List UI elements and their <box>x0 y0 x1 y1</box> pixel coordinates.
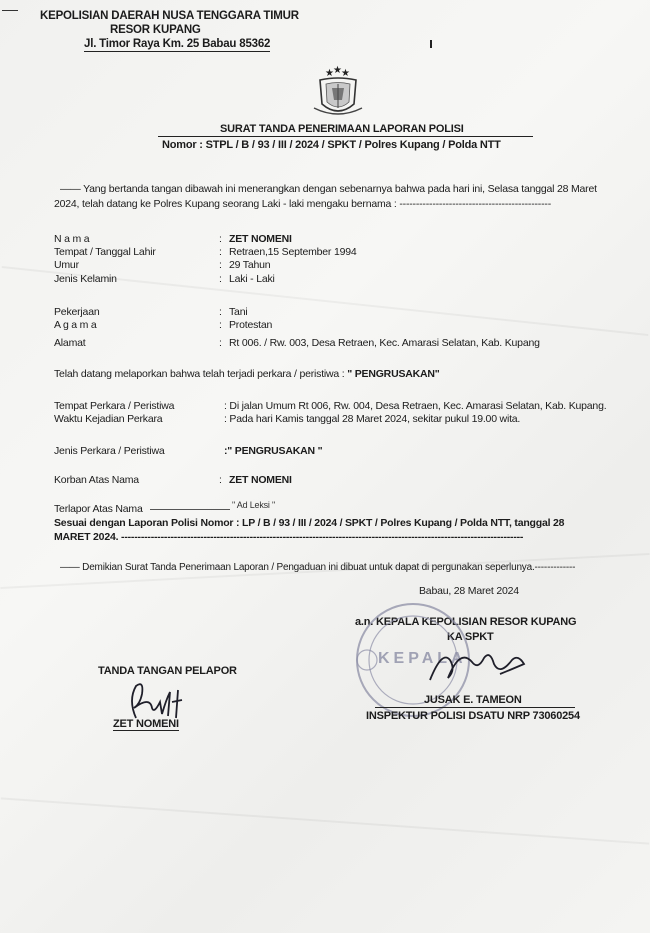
police-emblem-icon <box>308 64 368 122</box>
paper-crease <box>1 797 650 844</box>
label-age: Umur <box>54 259 79 271</box>
label-name: N a m a <box>54 233 90 245</box>
closing-statement: —— Demikian Surat Tanda Penerimaan Laporan / Pengaduan ini dibuat untuk dapat di pergunakan seperlunya.------------- <box>60 562 576 573</box>
corner-mark <box>2 10 18 11</box>
colon: : <box>219 319 222 331</box>
title-rule <box>158 136 533 137</box>
value-suspect: " Ad Leksi " <box>232 500 276 510</box>
value-address: Rt 006. / Rw. 003, Desa Retraen, Kec. Amarasi Selatan, Kab. Kupang <box>229 337 540 349</box>
colon: : <box>219 233 222 245</box>
document-title: SURAT TANDA PENERIMAAN LAPORAN POLISI <box>220 123 464 135</box>
header-line2: RESOR KUPANG <box>110 24 201 36</box>
colon: : <box>219 273 222 285</box>
intro-line2: 2024, telah datang ke Polres Kupang seorang Laki - laki mengaku bernama : ---------------------------------------------- <box>54 198 551 210</box>
colon: : <box>219 246 222 258</box>
suspect-dash <box>150 509 230 510</box>
colon: : <box>219 474 222 486</box>
label-occupation: Pekerjaan <box>54 306 100 318</box>
colon: : <box>219 337 222 349</box>
value-occupation: Tani <box>229 306 248 318</box>
colon: : <box>219 306 222 318</box>
reporter-signature-icon <box>122 680 192 722</box>
pen-mark <box>430 40 432 48</box>
sign-rank: INSPEKTUR POLISI DSATU NRP 73060254 <box>366 710 580 722</box>
svg-text:★: ★ <box>341 68 350 79</box>
value-name: ZET NOMENI <box>229 233 292 245</box>
label-suspect: Terlapor Atas Nama <box>54 503 143 515</box>
header-address: Jl. Timor Raya Km. 25 Babau 85362 <box>84 38 271 50</box>
value-age: 29 Tahun <box>229 259 271 271</box>
svg-text:★: ★ <box>325 68 334 79</box>
colon: : <box>219 259 222 271</box>
sign-rule <box>375 707 575 708</box>
label-time: Waktu Kejadian Perkara <box>54 413 163 425</box>
value-birth: Retraen,15 September 1994 <box>229 246 357 258</box>
intro-line1: —— Yang bertanda tangan dibawah ini menerangkan dengan sebenarnya bahwa pada hari ini, Selasa tanggal 28 Maret <box>60 183 597 195</box>
sign-role: KA SPKT <box>447 631 494 643</box>
value-place: : Di jalan Umum Rt 006, Rw. 004, Desa Retraen, Kec. Amarasi Selatan, Kab. Kupang. <box>224 400 607 412</box>
label-place: Tempat Perkara / Peristiwa <box>54 400 175 412</box>
label-religion: A g a m a <box>54 319 97 331</box>
svg-text:★: ★ <box>333 65 342 76</box>
value-time: : Pada hari Kamis tanggal 28 Maret 2024, sekitar pukul 19.00 wita. <box>224 413 521 425</box>
label-victim: Korban Atas Nama <box>54 474 139 486</box>
report-text: Telah datang melaporkan bahwa telah terjadi perkara / peristiwa : <box>54 368 348 380</box>
label-gender: Jenis Kelamin <box>54 273 117 285</box>
value-religion: Protestan <box>229 319 273 331</box>
sign-name: JUSAK E. TAMEON <box>424 694 522 706</box>
stamp-text: KEPALA <box>378 650 467 667</box>
report-case: " PENGRUSAKAN" <box>347 368 440 380</box>
value-victim: ZET NOMENI <box>229 474 292 486</box>
reporter-sign-title: TANDA TANGAN PELAPOR <box>98 665 237 677</box>
document-number: Nomor : STPL / B / 93 / III / 2024 / SPKT / Polres Kupang / Polda NTT <box>162 139 501 151</box>
sign-on-behalf: a.n. KEPALA KEPOLISIAN RESOR KUPANG <box>355 616 577 628</box>
reference-line1: Sesuai dengan Laporan Polisi Nomor : LP / B / 93 / III / 2024 / SPKT / Polres Kupang / Polda NTT, tanggal 28 <box>54 517 565 529</box>
header-line1: KEPOLISIAN DAERAH NUSA TENGGARA TIMUR <box>40 10 299 22</box>
reporter-name: ZET NOMENI <box>113 718 179 730</box>
official-signature-icon <box>420 640 530 690</box>
sign-place-date: Babau, 28 Maret 2024 <box>419 585 519 597</box>
label-case-type: Jenis Perkara / Peristiwa <box>54 445 165 457</box>
reference-line2: MARET 2024. -------------------------------------------------------------------------------------------------------------------------- <box>54 531 524 543</box>
value-gender: Laki - Laki <box>229 273 275 285</box>
report-statement <box>54 368 440 380</box>
label-address: Alamat <box>54 337 86 349</box>
label-birth: Tempat / Tanggal Lahir <box>54 246 156 258</box>
value-case-type: :" PENGRUSAKAN " <box>224 445 323 457</box>
